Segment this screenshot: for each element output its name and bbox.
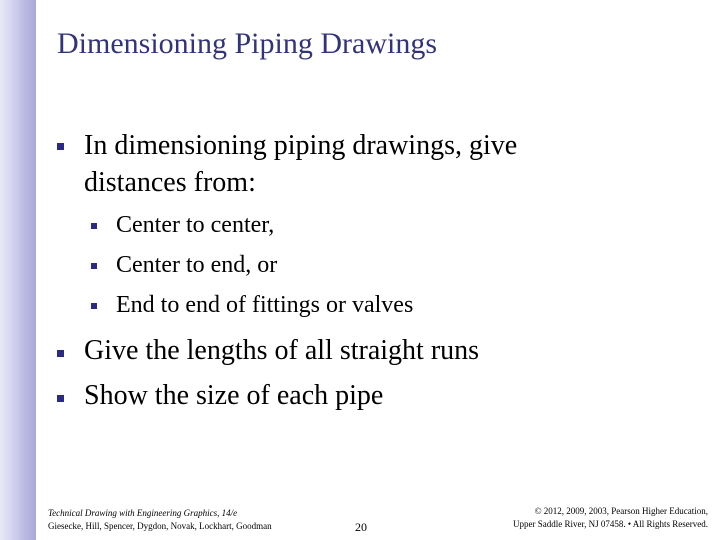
footer-book-title: Technical Drawing with Engineering Graphics, 14/e xyxy=(48,508,238,518)
footer-book-info xyxy=(48,507,272,533)
sub-bullet-marker xyxy=(91,223,97,229)
bullet-marker xyxy=(57,143,64,150)
bullet-marker xyxy=(57,395,64,402)
copyright-line-2: Upper Saddle River, NJ 07458. • All Rights Reserved. xyxy=(512,519,708,529)
bullet-text-continued: distances from: xyxy=(84,167,256,198)
sub-bullet-text: End to end of fittings or valves xyxy=(116,292,414,318)
sub-bullet-text: Center to end, or xyxy=(116,252,278,278)
slide-title: Dimensioning Piping Drawings xyxy=(57,27,437,60)
copyright-line-1: © 2012, 2009, 2003, Pearson Higher Education, xyxy=(534,506,708,516)
bullet-marker xyxy=(57,350,64,357)
sub-bullet-marker xyxy=(91,263,97,269)
decorative-sidebar xyxy=(0,0,36,540)
bullet-text: Give the lengths of all straight runs xyxy=(84,335,480,366)
page-number: 20 xyxy=(355,520,367,534)
bullet-text: In dimensioning piping drawings, give xyxy=(84,130,518,161)
sub-bullet-text: Center to center, xyxy=(116,212,275,238)
bullet-text: Show the size of each pipe xyxy=(84,380,384,411)
sub-bullet-marker xyxy=(91,303,97,309)
footer-copyright xyxy=(513,505,708,531)
footer-authors: Giesecke, Hill, Spencer, Dygdon, Novak, Lockhart, Goodman xyxy=(48,521,272,531)
